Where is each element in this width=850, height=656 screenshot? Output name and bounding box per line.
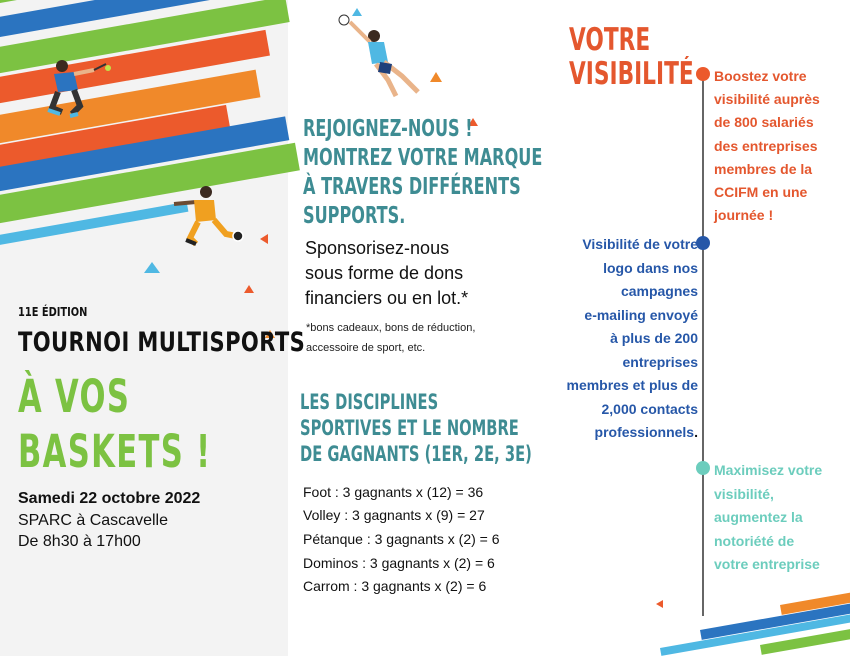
list-item: Carrom : 3 gagnants x (2) = 6	[303, 578, 487, 594]
visibility-point-1: Boostez votre visibilité auprès de 800 salariés des entreprises membres de la CCIFM en une journée !	[714, 68, 820, 224]
slogan-line2: BASKETS !	[18, 425, 212, 478]
visibility-title-line1: VOTRE	[569, 22, 651, 58]
visibility-title-line2: VISIBILITÉ	[569, 56, 694, 92]
list-item: Pétanque : 3 gagnants x (2) = 6	[303, 531, 500, 547]
event-date: Samedi 22 octobre 2022	[18, 490, 201, 507]
list-item: Foot : 3 gagnants x (12) = 36	[303, 484, 484, 500]
slogan-line1: À VOS	[18, 370, 131, 423]
timeline-line	[702, 72, 704, 616]
soccer-player-icon	[166, 182, 246, 250]
timeline-dot-orange	[696, 67, 710, 81]
event-hours: De 8h30 à 17h00	[18, 533, 141, 550]
event-name: TOURNOI MULTISPORTS	[18, 327, 306, 358]
list-item: Volley : 3 gagnants x (9) = 27	[303, 507, 485, 523]
volleyball-player-icon	[336, 14, 426, 100]
visibility-point-2: Visibilité de votre logo dans nos campagnes e-mailing envoyé à plus de 200 entreprises membres et plus de 2,000 contacts professionnels.	[566, 236, 698, 440]
timeline-dot-blue	[696, 236, 710, 250]
event-venue: SPARC à Cascavelle	[18, 512, 168, 529]
edition-label: 11E ÉDITION	[18, 305, 88, 319]
tennis-player-icon	[34, 56, 114, 126]
timeline-dot-mint	[696, 461, 710, 475]
list-item: Dominos : 3 gagnants x (2) = 6	[303, 555, 495, 571]
visibility-point-3: Maximisez votre visibilité, augmentez la notoriété de votre entreprise	[714, 462, 823, 572]
